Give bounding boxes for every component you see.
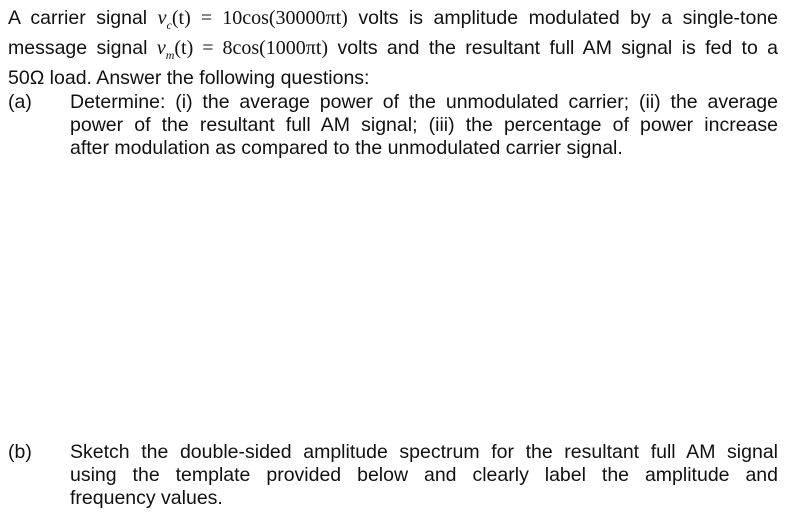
intro-text-1a: A carrier signal <box>8 7 148 29</box>
part-a-line-2: power of the resultant full AM signal; (iii) the percentage of power increase <box>70 114 778 136</box>
part-a-line-1: Determine: (i) the average power of the unmodulated carrier; (ii) the average <box>70 91 778 113</box>
part-b-line-1: Sketch the double-sided amplitude spectrum for the resultant full AM signal <box>70 441 778 463</box>
intro-text-2b: volts and the resultant full AM signal is fed to a <box>337 37 779 59</box>
intro-text-2a: message signal <box>8 37 148 59</box>
message-signal-equation: $v_m(t) = 8\cos(1000\pi t)$ <box>156 37 329 62</box>
part-b-line-2: using the template provided below and clearly label the amplitude and <box>70 464 778 486</box>
carrier-signal-equation: $v_c(t) = 10\cos(30000\pi t)$ <box>157 7 348 32</box>
part-b-line-3: frequency values. <box>70 487 223 509</box>
intro-line-2 <box>8 36 778 62</box>
part-a-label: (a) <box>8 91 32 113</box>
part-b-label: (b) <box>8 441 32 463</box>
intro-line-1 <box>8 6 778 32</box>
intro-line-3: 50Ω load. Answer the following questions: <box>8 67 370 89</box>
part-a-line-3: after modulation as compared to the unmodulated carrier signal. <box>70 137 623 159</box>
intro-text-1b: volts is amplitude modulated by a single-tone <box>358 7 779 29</box>
